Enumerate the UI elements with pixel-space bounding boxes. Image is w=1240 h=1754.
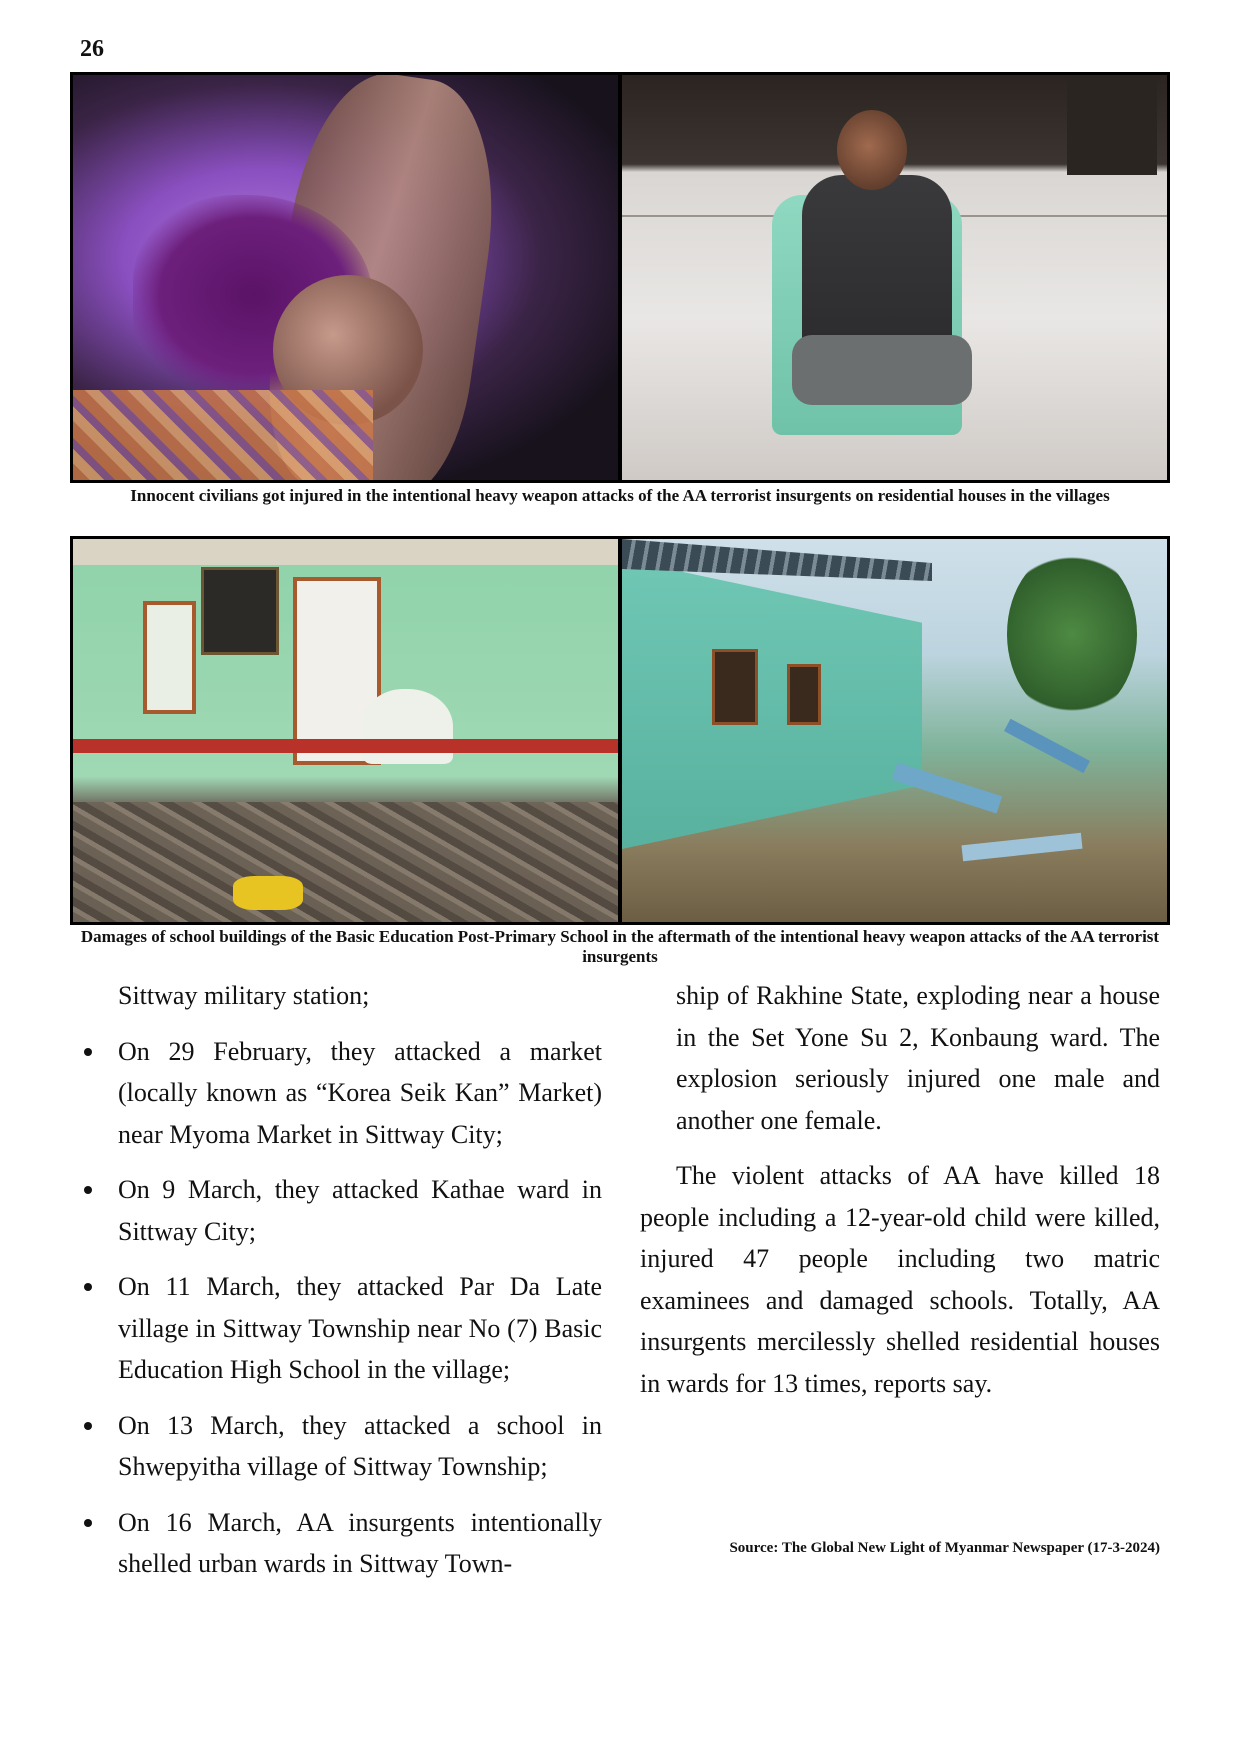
top-photo-row (70, 72, 1170, 483)
summary-paragraph: The violent attacks of AA have killed 18 people including a 12-year-old child were killed, injured 47 people including two matric examinees and damaged schools. Totally, AA insurgents mercilessly shelled residential houses in wards for 13 times, reports say. (640, 1161, 1160, 1398)
bullet-icon (84, 1048, 92, 1056)
injured-man-photo (622, 75, 1167, 480)
top-photo-caption: Innocent civilians got injured in the intentional heavy weapon attacks of the AA terrorist insurgents on residential houses in the villages (130, 486, 1110, 505)
bullet-icon (84, 1422, 92, 1430)
article-right-column (640, 975, 1160, 1418)
attack-list (82, 1031, 602, 1585)
bullet-icon (84, 1519, 92, 1527)
bottom-photo-row (70, 536, 1170, 925)
list-item: On 29 February, they attacked a market (locally known as “Korea Seik Kan” Market) near Myoma Market in Sittway City; (82, 1031, 602, 1156)
source-credit: Source: The Global New Light of Myanmar Newspaper (17-3-2024) (729, 1540, 1160, 1556)
bullet-icon (84, 1283, 92, 1291)
bottom-photo-caption: Damages of school buildings of the Basic Education Post-Primary School in the aftermath of the intentional heavy weapon attacks of the AA terrorist insurgents (80, 927, 1160, 966)
article-left-column (82, 975, 602, 1599)
injured-woman-photo (73, 75, 618, 480)
bullet-icon (84, 1186, 92, 1194)
damaged-school-exterior-photo (622, 539, 1167, 922)
list-item: On 11 March, they attacked Par Da Late village in Sittway Township near No (7) Basic Education High School in the village; (82, 1266, 602, 1391)
damaged-classroom-photo (73, 539, 618, 922)
list-item: On 16 March, AA insurgents intentionally shelled urban wards in Sittway Town- (82, 1502, 602, 1585)
left-lead-text: Sittway military station; (118, 981, 370, 1010)
list-item: On 9 March, they attacked Kathae ward in Sittway City; (82, 1169, 602, 1252)
list-item: On 13 March, they attacked a school in Shwepyitha village of Sittway Township; (82, 1405, 602, 1488)
page-number: 26 (80, 36, 104, 62)
continued-bullet-text: ship of Rakhine State, exploding near a house in the Set Yone Su 2, Konbaung ward. The explosion seriously injured one male and another one female. (676, 981, 1160, 1135)
